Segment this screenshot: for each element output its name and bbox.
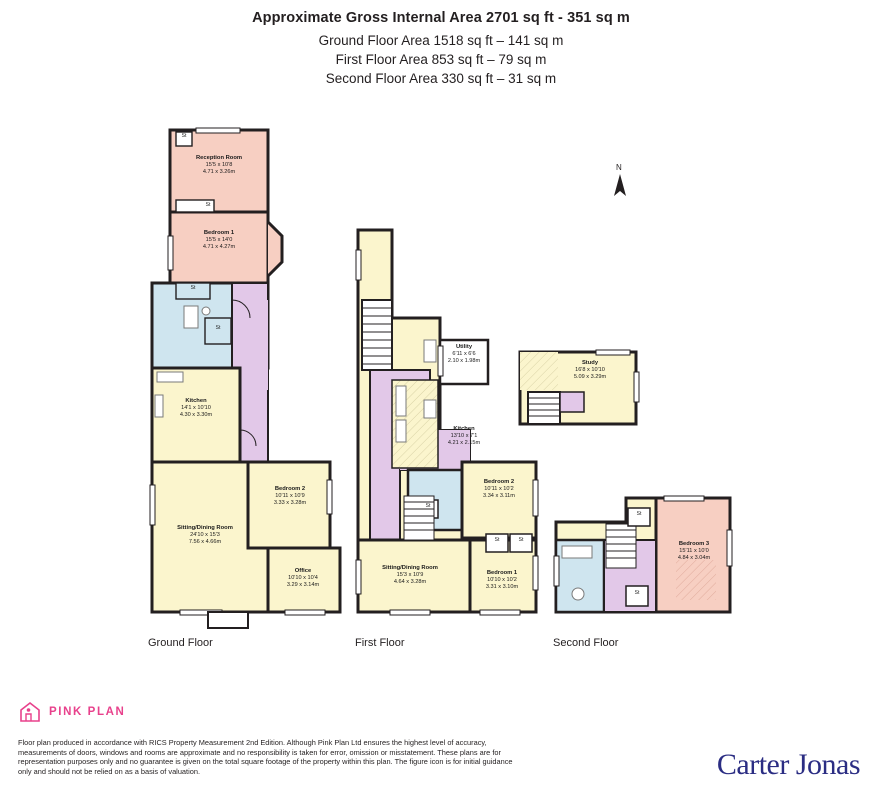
room-label-kitchen-first: Kitchen 13'10 x 7'1 4.21 x 2.15m xyxy=(447,426,481,447)
disclaimer-text: Floor plan produced in accordance with RICS Property Measurement 2nd Edition. Although Pink Plan Ltd ensures the highest level of accuracy, measurements of doors, windows and rooms are approximate and no responsibility is taken for error, omission or misstatement. These plans are for representation purposes only and no guarantee is given on the total square footage of the property within this plan. The figure icon is for initial guidance only and should not be relied on as a basis of valuation. xyxy=(18,738,513,776)
storage-label-5: St xyxy=(425,503,431,509)
ground-floor-area-text: Ground Floor Area 1518 sq ft – 141 sq m xyxy=(318,33,564,48)
compass-north-label: N xyxy=(616,163,622,172)
room-label-kitchen-ground: Kitchen 14'1 x 10'10 4.30 x 3.30m xyxy=(179,398,213,419)
room-label-utility: Utility 6'11 x 6'6 2.10 x 1.98m xyxy=(447,344,481,365)
compass xyxy=(606,163,636,198)
page-title: Approximate Gross Internal Area 2701 sq ft - 351 sq m xyxy=(252,10,630,26)
floor-caption-first: First Floor xyxy=(355,637,405,649)
room-label-bedroom-2-ground: Bedroom 2 10'11 x 10'9 3.33 x 3.28m xyxy=(273,486,307,507)
storage-label-7: St xyxy=(518,537,524,543)
room-label-bedroom-3: Bedroom 3 15'11 x 10'0 4.84 x 3.04m xyxy=(677,541,711,562)
first-floor-area-text: First Floor Area 853 sq ft – 79 sq m xyxy=(335,52,547,67)
room-label-bedroom-2-first: Bedroom 2 10'11 x 10'2 3.34 x 3.11m xyxy=(483,479,515,500)
second-floor-area-text: Second Floor Area 330 sq ft – 31 sq m xyxy=(325,71,557,86)
pink-plan-house-icon xyxy=(18,700,42,724)
floor-caption-second: Second Floor xyxy=(553,637,619,649)
first-floor-plan xyxy=(356,230,538,615)
storage-label-1: St xyxy=(181,133,187,139)
agent-logo-carter-jonas: Carter Jonas xyxy=(716,748,860,781)
ground-floor-plan xyxy=(150,128,340,628)
room-label-bedroom-1-ground: Bedroom 1 15'5 x 14'0 4.71 x 4.27m xyxy=(202,230,236,251)
second-floor-plan xyxy=(520,350,732,612)
storage-label-2: St xyxy=(205,202,211,208)
compass-needle-icon xyxy=(614,174,626,196)
room-label-office: Office 10'10 x 10'4 3.29 x 3.14m xyxy=(286,568,320,589)
room-label-sitting-dining-room-first: Sitting/Dining Room 15'3 x 10'9 4.64 x 3.28m xyxy=(382,565,438,586)
room-label-bedroom-1-first: Bedroom 1 10'10 x 10'2 3.31 x 3.10m xyxy=(485,570,519,591)
storage-label-3: St xyxy=(190,285,196,291)
room-label-reception-room: Reception Room 15'5 x 10'8 4.71 x 3.26m xyxy=(195,155,243,176)
pink-plan-branding xyxy=(18,700,125,724)
storage-label-4: St xyxy=(215,325,221,331)
storage-label-8: St xyxy=(636,511,642,517)
pink-plan-label: PINK PLAN xyxy=(49,706,126,718)
storage-label-6: St xyxy=(494,537,500,543)
room-label-study: Study 16'8 x 10'10 5.09 x 3.29m xyxy=(573,360,607,381)
room-label-sitting-dining-room-ground: Sitting/Dining Room 24'10 x 15'3 7.56 x 4.66m xyxy=(177,525,233,546)
storage-label-9: St xyxy=(634,590,640,596)
floor-caption-ground: Ground Floor xyxy=(148,637,213,649)
